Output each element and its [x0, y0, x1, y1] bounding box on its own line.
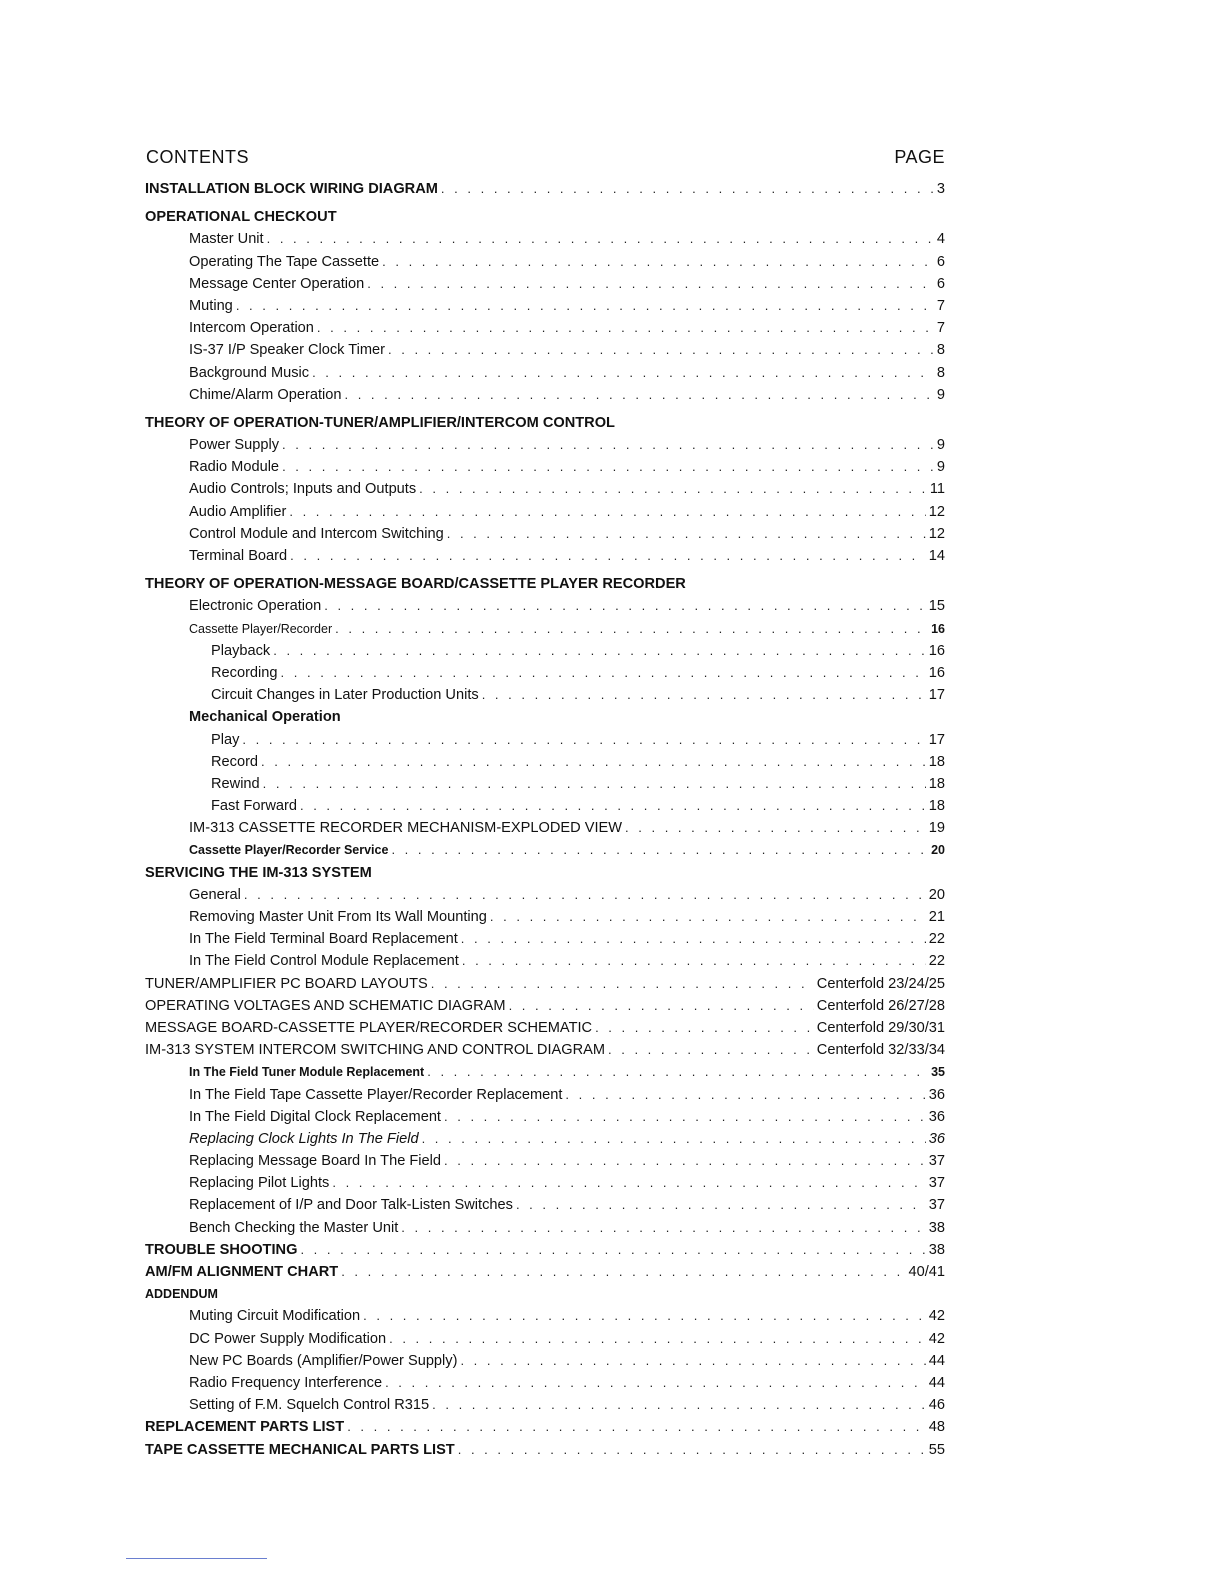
toc-entry-title: Replacing Message Board In The Field [189, 1153, 442, 1170]
dot-leader [300, 1239, 925, 1261]
toc-entry [140, 1217, 945, 1239]
dot-leader [595, 1017, 814, 1039]
toc-page-number: Centerfold 32/33/34 [816, 1042, 945, 1059]
dot-leader [419, 478, 927, 500]
toc-entry-title: AM/FM ALIGNMENT CHART [145, 1264, 339, 1280]
dot-leader [462, 950, 926, 972]
toc-entry-title: Intercom Operation [189, 320, 314, 337]
dot-leader [312, 362, 934, 384]
toc-page-number: 22 [928, 931, 945, 948]
toc-page-number: 20 [931, 843, 945, 858]
toc-entry [140, 1150, 945, 1172]
toc-entry-title: TAPE CASSETTE MECHANICAL PARTS LIST [145, 1441, 455, 1458]
toc-page-number: 16 [928, 642, 945, 659]
toc-page-number: 37 [928, 1197, 945, 1214]
page-column-heading: PAGE [894, 147, 945, 167]
toc-page-number: 42 [928, 1308, 945, 1325]
toc-page-number: Centerfold 29/30/31 [816, 1019, 945, 1036]
toc-entry-title: Master Unit [189, 231, 264, 248]
toc-page-number: 36 [928, 1108, 945, 1125]
toc-page-number: 18 [928, 753, 945, 770]
toc-entry [140, 662, 945, 684]
dot-leader [432, 1394, 926, 1416]
toc-entry-title: Radio Module [189, 459, 280, 476]
toc-entry-title: TROUBLE SHOOTING [145, 1241, 298, 1258]
toc-page-number: 6 [936, 253, 945, 270]
toc-entry [140, 729, 945, 751]
toc-page-number: 8 [936, 342, 945, 359]
toc-page-number: 37 [928, 1153, 945, 1170]
toc-entry-title: Radio Frequency Interference [189, 1374, 383, 1391]
toc-entry-title: Background Music [189, 364, 310, 381]
dot-leader [263, 773, 926, 795]
dot-leader [458, 1439, 926, 1461]
dot-leader [382, 251, 934, 273]
toc-entry-title: TUNER/AMPLIFIER PC BOARD LAYOUTS [145, 975, 428, 992]
toc-page-number: 44 [928, 1352, 945, 1369]
toc-section [140, 1416, 945, 1438]
dot-leader [282, 456, 934, 478]
toc-entry [140, 773, 945, 795]
toc-entry [140, 362, 945, 384]
toc-page-number: 38 [928, 1219, 945, 1236]
toc-entry [140, 317, 945, 339]
toc-entry [140, 501, 945, 523]
dot-leader [300, 795, 926, 817]
dot-leader [389, 1328, 926, 1350]
toc-page-number: 48 [928, 1419, 945, 1436]
toc-page-number: 3 [936, 181, 945, 197]
toc-entry [140, 1305, 945, 1327]
toc-entry [140, 928, 945, 950]
dot-leader [625, 817, 926, 839]
toc-section [140, 178, 945, 200]
toc-entry-title: In The Field Tuner Module Replacement [189, 1065, 425, 1080]
toc-section [140, 206, 945, 228]
toc-page-number: 20 [928, 886, 945, 903]
toc-entry-title: OPERATIONAL CHECKOUT [145, 209, 337, 226]
toc-entry [140, 1172, 945, 1194]
dot-leader [236, 295, 934, 317]
toc-entry [140, 839, 945, 861]
toc-entry [140, 456, 945, 478]
toc-section [140, 1283, 945, 1305]
toc-entry-title: INSTALLATION BLOCK WIRING DIAGRAM [145, 181, 438, 197]
toc-entry-title: Mechanical Operation [189, 709, 341, 726]
toc-entry-title: Muting Circuit Modification [189, 1308, 361, 1325]
dot-leader [460, 1350, 925, 1372]
toc-entry-title: REPLACEMENT PARTS LIST [145, 1419, 345, 1436]
toc-page-number: 36 [928, 1130, 945, 1147]
toc-entry-title: Audio Amplifier [189, 503, 287, 520]
toc-entry [140, 1084, 945, 1106]
toc-entry [140, 478, 945, 500]
toc-page-number: 12 [928, 503, 945, 520]
toc-section [140, 1017, 945, 1039]
toc-entry-title: Message Center Operation [189, 275, 365, 292]
toc-page-number: 17 [928, 687, 945, 704]
toc-entry [140, 1372, 945, 1394]
dot-leader [289, 501, 925, 523]
dot-leader [447, 523, 926, 545]
toc-section [140, 973, 945, 995]
toc-entry-title: Fast Forward [211, 798, 297, 815]
toc-entry-title: IM-313 CASSETTE RECORDER MECHANISM-EXPLODED VIEW [189, 820, 623, 837]
dot-leader [608, 1039, 814, 1061]
toc-entry [140, 1128, 945, 1150]
toc-entry-title: Replacement of I/P and Door Talk-Listen Switches [189, 1197, 513, 1214]
toc-entry-title: General [189, 886, 241, 903]
toc-entry [140, 706, 945, 728]
toc-entry-title: New PC Boards (Amplifier/Power Supply) [189, 1352, 458, 1369]
toc-entry [140, 1350, 945, 1372]
dot-leader [324, 595, 926, 617]
toc-page-number: 6 [936, 275, 945, 292]
toc-page-number: 8 [936, 364, 945, 381]
contents-heading: CONTENTS [146, 147, 249, 167]
toc-entry-title: Rewind [211, 775, 260, 792]
toc-entry-title: In The Field Control Module Replacement [189, 953, 459, 970]
toc-entry [140, 228, 945, 250]
toc-entry-title: Operating The Tape Cassette [189, 253, 380, 270]
toc-page-number: 19 [928, 820, 945, 837]
dot-leader [244, 884, 926, 906]
toc-page-number: 35 [931, 1065, 945, 1080]
dot-leader [431, 973, 814, 995]
toc-entry [140, 950, 945, 972]
toc-entry-title: Recording [211, 664, 278, 681]
toc-section [140, 1439, 945, 1461]
dot-leader [385, 1372, 926, 1394]
toc-page-number: 55 [928, 1441, 945, 1458]
toc-entry [140, 251, 945, 273]
toc-entry [140, 1394, 945, 1416]
dot-leader [367, 273, 934, 295]
toc-page-number: 7 [936, 320, 945, 337]
toc-entry [140, 795, 945, 817]
toc-entry [140, 595, 945, 617]
toc-page-number: 44 [928, 1374, 945, 1391]
dot-leader [427, 1061, 928, 1083]
dot-leader [332, 1172, 925, 1194]
dot-leader [282, 434, 934, 456]
toc-page-number: 18 [928, 798, 945, 815]
dot-leader [401, 1217, 925, 1239]
toc-entry [140, 1061, 945, 1083]
toc-section [140, 1239, 945, 1261]
toc-entry [140, 817, 945, 839]
toc-entry-title: Cassette Player/Recorder Service [189, 843, 389, 858]
toc-entry-title: Play [211, 731, 240, 748]
toc-entry [140, 1194, 945, 1216]
table-of-contents [140, 178, 945, 1461]
toc-section [140, 412, 945, 434]
toc-entry [140, 640, 945, 662]
dot-leader [344, 384, 933, 406]
toc-entry-title: Electronic Operation [189, 598, 322, 615]
dot-leader [490, 906, 926, 928]
toc-entry [140, 339, 945, 361]
toc-page-number: 21 [928, 909, 945, 925]
dot-leader [290, 545, 926, 567]
toc-page-number: 4 [936, 231, 945, 248]
toc-page-number: 16 [931, 621, 945, 636]
toc-entry-title: THEORY OF OPERATION-MESSAGE BOARD/CASSETTE PLAYER RECORDER [145, 576, 686, 593]
toc-entry [140, 751, 945, 773]
toc-page-number: 9 [936, 437, 945, 454]
dot-leader [317, 317, 934, 339]
toc-entry-title: THEORY OF OPERATION-TUNER/AMPLIFIER/INTERCOM CONTROL [145, 414, 615, 431]
toc-entry-title: In The Field Terminal Board Replacement [189, 931, 458, 948]
toc-page-number: 12 [928, 525, 945, 542]
toc-entry-title: Circuit Changes in Later Production Units [211, 687, 479, 704]
toc-page-number: 15 [928, 598, 945, 615]
toc-entry [140, 295, 945, 317]
footer-rule [126, 1558, 267, 1559]
toc-entry [140, 273, 945, 295]
toc-page-number: 36 [928, 1086, 945, 1103]
toc-page-number: 7 [936, 297, 945, 314]
toc-entry-title: Terminal Board [189, 548, 288, 564]
toc-page-number: 37 [928, 1175, 945, 1192]
toc-page-number: Centerfold 26/27/28 [816, 997, 945, 1014]
toc-section [140, 995, 945, 1017]
toc-entry-title: Chime/Alarm Operation [189, 386, 342, 403]
contents-header [146, 147, 945, 171]
dot-leader [422, 1128, 926, 1150]
toc-page-number: 22 [928, 953, 945, 970]
toc-entry [140, 434, 945, 456]
toc-entry-title: Removing Master Unit From Its Wall Mounting [189, 909, 487, 925]
toc-entry-title: IM-313 SYSTEM INTERCOM SWITCHING AND CONTROL DIAGRAM [145, 1042, 606, 1059]
dot-leader [444, 1150, 926, 1172]
dot-leader [444, 1106, 926, 1128]
dot-leader [565, 1084, 925, 1106]
dot-leader [273, 640, 926, 662]
toc-page-number: 9 [936, 459, 945, 476]
dot-leader [441, 178, 934, 200]
dot-leader [461, 928, 926, 950]
toc-entry-title: Control Module and Intercom Switching [189, 525, 444, 542]
toc-entry [140, 523, 945, 545]
dot-leader [388, 339, 934, 361]
toc-page-number: 38 [928, 1241, 945, 1258]
toc-entry [140, 1328, 945, 1350]
dot-leader [482, 684, 926, 706]
dot-leader [347, 1416, 926, 1438]
dot-leader [281, 662, 926, 684]
toc-entry [140, 906, 945, 928]
toc-section [140, 1039, 945, 1061]
toc-entry-title: IS-37 I/P Speaker Clock Timer [189, 342, 386, 359]
toc-entry-title: Setting of F.M. Squelch Control R315 [189, 1397, 430, 1414]
dot-leader [267, 228, 934, 250]
toc-page-number: 17 [928, 731, 945, 748]
dot-leader [261, 751, 926, 773]
toc-entry-title: Bench Checking the Master Unit [189, 1219, 399, 1236]
dot-leader [516, 1194, 926, 1216]
toc-entry [140, 384, 945, 406]
toc-entry-title: Muting [189, 297, 233, 314]
toc-entry-title: Replacing Pilot Lights [189, 1175, 330, 1192]
toc-entry [140, 1106, 945, 1128]
dot-leader [341, 1261, 905, 1283]
toc-entry-title: OPERATING VOLTAGES AND SCHEMATIC DIAGRAM [145, 997, 506, 1014]
toc-page-number: 18 [928, 775, 945, 792]
toc-entry-title: SERVICING THE IM-313 SYSTEM [145, 864, 372, 881]
toc-entry-title: Playback [211, 642, 271, 659]
toc-entry-title: Replacing Clock Lights In The Field [189, 1130, 419, 1147]
dot-leader [391, 839, 928, 861]
toc-entry-title: DC Power Supply Modification [189, 1330, 387, 1347]
toc-entry-title: Power Supply [189, 437, 280, 454]
toc-entry-title: Audio Controls; Inputs and Outputs [189, 481, 417, 498]
toc-entry-title: In The Field Tape Cassette Player/Recorder Replacement [189, 1086, 563, 1103]
toc-page-number: 11 [929, 481, 945, 498]
dot-leader [335, 618, 928, 640]
dot-leader [363, 1305, 926, 1327]
toc-section [140, 1261, 945, 1283]
toc-page-number: Centerfold 23/24/25 [816, 975, 945, 992]
dot-leader [242, 729, 925, 751]
toc-entry-title: MESSAGE BOARD-CASSETTE PLAYER/RECORDER SCHEMATIC [145, 1019, 593, 1036]
toc-page-number: 40/41 [908, 1264, 945, 1280]
dot-leader [509, 995, 814, 1017]
toc-page-number: 42 [928, 1330, 945, 1347]
toc-entry [140, 684, 945, 706]
toc-section [140, 573, 945, 595]
toc-entry-title: Record [211, 753, 259, 770]
toc-page-number: 9 [936, 386, 945, 403]
toc-entry [140, 884, 945, 906]
toc-entry-title: In The Field Digital Clock Replacement [189, 1108, 441, 1125]
toc-entry [140, 545, 945, 567]
toc-entry [140, 618, 945, 640]
toc-page-number: 14 [928, 548, 945, 564]
toc-entry-title: ADDENDUM [145, 1287, 218, 1302]
toc-entry-title: Cassette Player/Recorder [189, 621, 333, 636]
toc-section [140, 862, 945, 884]
toc-page-number: 46 [928, 1397, 945, 1414]
toc-page-number: 16 [928, 664, 945, 681]
